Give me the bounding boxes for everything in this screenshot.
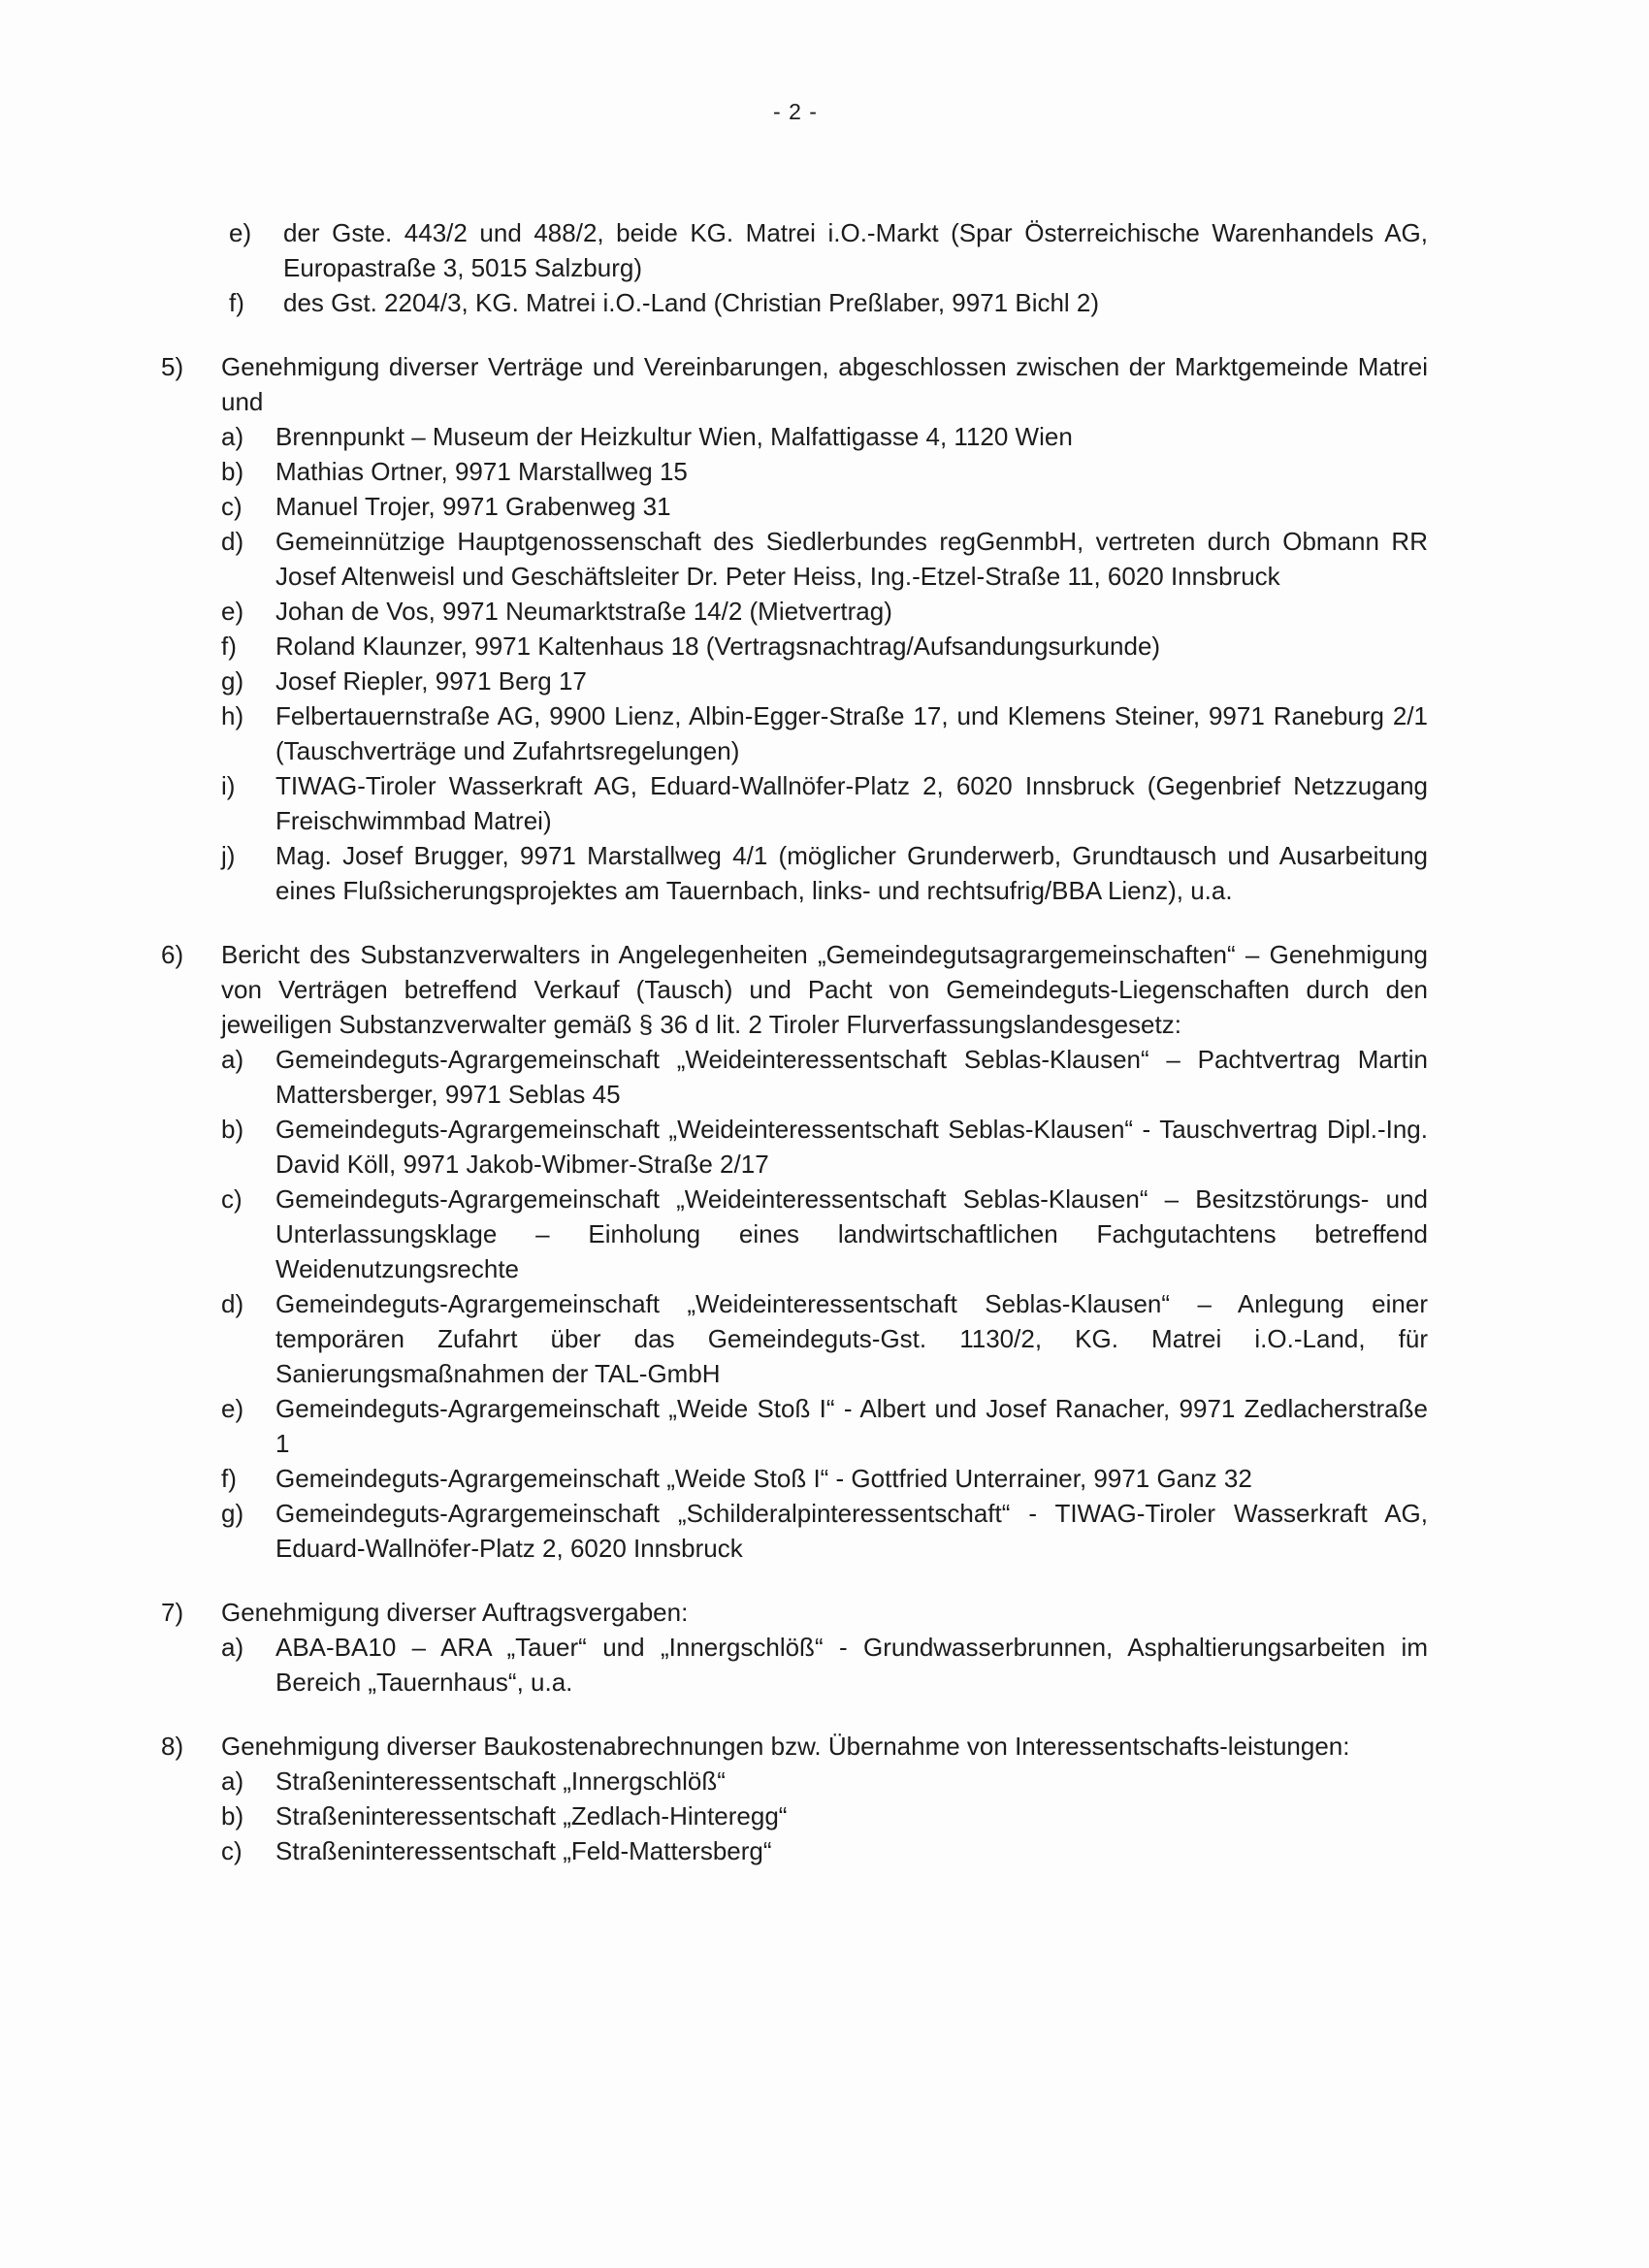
item-text: Gemeindeguts-Agrargemeinschaft „Schilderalpinteressentschaft“ - TIWAG-Tiroler Wasserkraft AG, Eduard-Wallnöfer-Platz 2, 6020 Innsbruck: [275, 1499, 1428, 1563]
agenda-section-8: [155, 1729, 1428, 1868]
list-item: [155, 419, 1428, 454]
list-item: [155, 1182, 1428, 1286]
item-text: ABA-BA10 – ARA „Tauer“ und „Innergschlöß“ - Grundwasserbrunnen, Asphaltierungsarbeiten im Bereich „Tauernhaus“, u.a.: [275, 1633, 1428, 1697]
list-item: [155, 1286, 1428, 1391]
list-item: [155, 1496, 1428, 1566]
item-text: Straßeninteressentschaft „Feld-Mattersberg“: [275, 1836, 772, 1865]
item-letter: c): [221, 1184, 242, 1214]
item-text: Mathias Ortner, 9971 Marstallweg 15: [275, 457, 688, 486]
item-text: des Gst. 2204/3, KG. Matrei i.O.-Land (Christian Preßlaber, 9971 Bichl 2): [283, 288, 1100, 317]
item-letter: h): [221, 701, 244, 730]
item-text: Gemeindeguts-Agrargemeinschaft „Weide Stoß I“ - Gottfried Unterrainer, 9971 Ganz 32: [275, 1464, 1252, 1493]
item-text: TIWAG-Tiroler Wasserkraft AG, Eduard-Wallnöfer-Platz 2, 6020 Innsbruck (Gegenbrief Netzzugang Freischwimmbad Matrei): [275, 771, 1428, 835]
item-letter: g): [221, 1499, 244, 1528]
item-letter: a): [221, 1766, 244, 1796]
continued-item-list: [155, 215, 1428, 320]
list-item: [155, 838, 1428, 908]
item-letter: c): [221, 1836, 242, 1865]
item-letter: d): [221, 527, 244, 556]
item-letter: f): [221, 632, 237, 661]
item-text: Straßeninteressentschaft „Zedlach-Hinteregg“: [275, 1801, 788, 1831]
document-body: [155, 215, 1428, 1868]
list-item: [155, 1630, 1428, 1700]
item-letter: d): [221, 1289, 244, 1318]
list-item: [155, 1112, 1428, 1182]
item-text: Johan de Vos, 9971 Neumarktstraße 14/2 (Mietvertrag): [275, 597, 892, 626]
list-item: [155, 1461, 1428, 1496]
item-text: der Gste. 443/2 und 488/2, beide KG. Matrei i.O.-Markt (Spar Österreichische Warenhandels AG, Europastraße 3, 5015 Salzburg): [283, 218, 1428, 282]
item-text: Gemeindeguts-Agrargemeinschaft „Weideinteressentschaft Seblas-Klausen“ – Pachtvertrag Martin Mattersberger, 9971 Seblas 45: [275, 1045, 1428, 1109]
section-heading: [155, 1729, 1428, 1764]
list-item: [155, 1764, 1428, 1798]
item-letter: f): [221, 1464, 237, 1493]
list-item: [155, 664, 1428, 698]
item-text: Straßeninteressentschaft „Innergschlöß“: [275, 1766, 726, 1796]
item-letter: e): [221, 1394, 244, 1423]
section-item-list: [155, 1630, 1428, 1700]
section-heading: [155, 937, 1428, 1042]
section-item-list: [155, 419, 1428, 908]
list-item: [155, 524, 1428, 594]
item-text: Roland Klaunzer, 9971 Kaltenhaus 18 (Vertragsnachtrag/Aufsandungsurkunde): [275, 632, 1161, 661]
item-letter: b): [221, 1801, 244, 1831]
section-item-list: [155, 1042, 1428, 1566]
item-letter: j): [221, 841, 236, 870]
item-letter: b): [221, 1115, 244, 1144]
item-letter: f): [229, 288, 244, 317]
item-text: Felbertauernstraße AG, 9900 Lienz, Albin-Egger-Straße 17, und Klemens Steiner, 9971 Raneburg 2/1 (Tauschverträge und Zufahrtsregelungen): [275, 701, 1428, 765]
section-title: Genehmigung diverser Verträge und Vereinbarungen, abgeschlossen zwischen der Marktgemeinde Matrei und: [221, 352, 1428, 416]
agenda-section-6: [155, 937, 1428, 1566]
list-item: [155, 768, 1428, 838]
item-letter: e): [221, 597, 244, 626]
section-heading: [155, 1595, 1428, 1630]
item-letter: a): [221, 422, 244, 451]
item-letter: e): [229, 218, 252, 247]
item-text: Josef Riepler, 9971 Berg 17: [275, 666, 587, 696]
agenda-section-5: [155, 349, 1428, 908]
list-item: [155, 1042, 1428, 1112]
list-item: [155, 489, 1428, 524]
item-letter: c): [221, 492, 242, 521]
item-text: Gemeindeguts-Agrargemeinschaft „Weideinteressentschaft Seblas-Klausen“ – Besitzstörungs- und Unterlassungsklage – Einholung eines landwirtschaftlichen Fachgutachtens betreffend Weidenutzungsrechte: [275, 1184, 1428, 1283]
list-item: [155, 629, 1428, 664]
page-number: - 2 -: [773, 99, 818, 124]
list-item: [155, 1833, 1428, 1868]
section-number: 5): [161, 352, 184, 381]
section-number: 6): [161, 940, 184, 969]
section-title: Genehmigung diverser Baukostenabrechnungen bzw. Übernahme von Interessentschafts-leistungen:: [221, 1732, 1350, 1761]
item-text: Brennpunkt – Museum der Heizkultur Wien, Malfattigasse 4, 1120 Wien: [275, 422, 1073, 451]
list-item: [155, 454, 1428, 489]
agenda-section-7: [155, 1595, 1428, 1700]
item-text: Gemeindeguts-Agrargemeinschaft „Weide Stoß I“ - Albert und Josef Ranacher, 9971 Zedlacherstraße 1: [275, 1394, 1428, 1458]
section-heading: [155, 349, 1428, 419]
item-letter: a): [221, 1045, 244, 1074]
item-text: Gemeindeguts-Agrargemeinschaft „Weideinteressentschaft Seblas-Klausen“ - Tauschvertrag Dipl.-Ing. David Köll, 9971 Jakob-Wibmer-Straße 2/17: [275, 1115, 1428, 1179]
item-letter: a): [221, 1633, 244, 1662]
item-text: Gemeinnützige Hauptgenossenschaft des Siedlerbundes regGenmbH, vertreten durch Obmann RR Josef Altenweisl und Geschäftsleiter Dr. Peter Heiss, Ing.-Etzel-Straße 11, 6020 Innsbruck: [275, 527, 1428, 591]
section-title: Bericht des Substanzverwalters in Angelegenheiten „Gemeindegutsagrargemeinschaften“ – Genehmigung von Verträgen betreffend Verkauf (Tausch) und Pacht von Gemeindeguts-Liegenschaften durch den jeweiligen Substanzverwalter gemäß § 36 d lit. 2 Tiroler Flurverfassungslandesgesetz:: [221, 940, 1428, 1039]
item-letter: g): [221, 666, 244, 696]
item-letter: b): [221, 457, 244, 486]
section-number: 8): [161, 1732, 184, 1761]
list-item: [155, 285, 1428, 320]
list-item: [155, 594, 1428, 629]
item-text: Mag. Josef Brugger, 9971 Marstallweg 4/1 (möglicher Grunderwerb, Grundtausch und Ausarbeitung eines Flußsicherungsprojektes am Tauernbach, links- und rechtsufrig/BBA Lienz), u.a.: [275, 841, 1428, 905]
section-title: Genehmigung diverser Auftragsvergaben:: [221, 1598, 689, 1627]
item-text: Manuel Trojer, 9971 Grabenweg 31: [275, 492, 671, 521]
list-item: [155, 1391, 1428, 1461]
item-letter: i): [221, 771, 236, 800]
list-item: [155, 1798, 1428, 1833]
section-item-list: [155, 1764, 1428, 1868]
section-number: 7): [161, 1598, 184, 1627]
item-text: Gemeindeguts-Agrargemeinschaft „Weideinteressentschaft Seblas-Klausen“ – Anlegung einer temporären Zufahrt über das Gemeindeguts-Gst. 1130/2, KG. Matrei i.O.-Land, für Sanierungsmaßnahmen der TAL-GmbH: [275, 1289, 1428, 1388]
list-item: [155, 698, 1428, 768]
list-item: [155, 215, 1428, 285]
